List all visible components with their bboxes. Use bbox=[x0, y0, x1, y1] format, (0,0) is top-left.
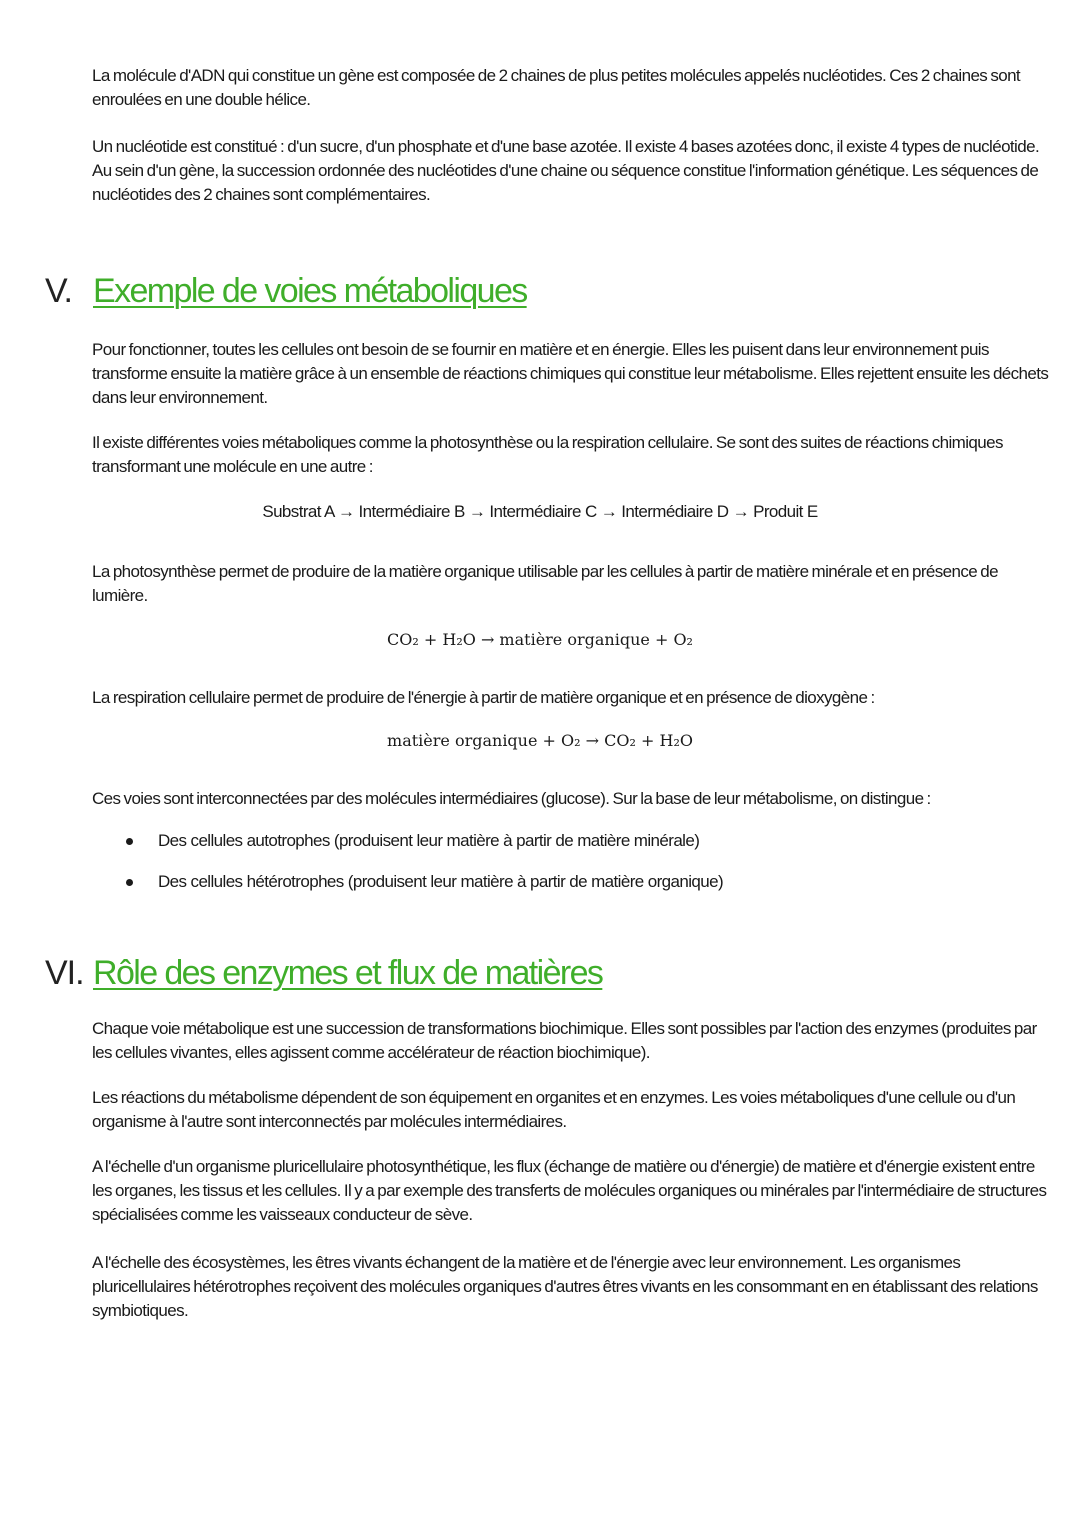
section-5-paragraph-5: Ces voies sont interconnectées par des molécules intermédiaires (glucose). Sur la base de leur métabolisme, on distingue : bbox=[92, 789, 931, 808]
bullet-icon bbox=[126, 838, 133, 845]
section-6-title: Rôle des enzymes et flux de matières bbox=[93, 954, 603, 992]
section-5-heading bbox=[45, 272, 527, 311]
respiration-equation: matière organique + O₂ → CO₂ + H₂O bbox=[387, 731, 693, 750]
section-6-paragraph-4: A l'échelle des écosystèmes, les êtres vivants échangent de la matière et de l'énergie avec leur environnement. Les organismes pluricellulaires hétérotrophes reçoivent des molécules organiques d'autres êtres vivants en les consommant en en établissant des relations symbiotiques. bbox=[92, 1253, 1038, 1320]
list-item: Des cellules autotrophes (produisent leur matière à partir de matière minérale) bbox=[92, 829, 1052, 853]
section-6-heading bbox=[45, 954, 602, 993]
section-6-paragraph-3: A l'échelle d'un organisme pluricellulaire photosynthétique, les flux (échange de matière ou d'énergie) de matière et d'énergie existent entre les organes, les tissus et les cellules. Il y a par exemple des transferts de molécules organiques ou minérales par l'intermédiaire de structures spécialisées comme les vaisseaux conducteur de sève. bbox=[92, 1157, 1047, 1224]
intro-paragraph-2: Un nucléotide est constitué : d'un sucre, d'un phosphate et d'une base azotée. Il existe 4 bases azotées donc, il existe 4 types de nucléotide. Au sein d'un gène, la succession ordonnée des nucléotides d'une chaine ou séquence constitue l'information génétique. Les séquences de nucléotides des 2 chaines sont complémentaires. bbox=[92, 137, 1040, 204]
cell-types-list bbox=[92, 829, 1052, 911]
section-5-title: Exemple de voies métaboliques bbox=[93, 272, 527, 310]
section-5-paragraph-4: La respiration cellulaire permet de produire de l'énergie à partir de matière organique et en présence de dioxygène : bbox=[92, 688, 875, 707]
photosynthesis-equation: CO₂ + H₂O → matière organique + O₂ bbox=[387, 630, 693, 649]
section-6-paragraph-2: Les réactions du métabolisme dépendent de son équipement en organites et en enzymes. Les voies métaboliques d'une cellule ou d'un organisme à l'autre sont interconnectés par molécules intermédiaires. bbox=[92, 1088, 1016, 1131]
section-5-paragraph-1: Pour fonctionner, toutes les cellules ont besoin de se fournir en matière et en énergie. Elles les puisent dans leur environnement puis transforme ensuite la matière grâce à un ensemble de réactions chimiques qui constitue leur métabolisme. Elles rejettent ensuite les déchets dans leur environnement. bbox=[92, 340, 1049, 407]
list-item: Des cellules hétérotrophes (produisent leur matière à partir de matière organique) bbox=[92, 870, 1052, 894]
section-6-paragraph-1: Chaque voie métabolique est une succession de transformations biochimique. Elles sont possibles par l'action des enzymes (produites par les cellules vivantes, elles agissent comme accélérateur de réaction biochimique). bbox=[92, 1019, 1037, 1062]
section-5-paragraph-2: Il existe différentes voies métaboliques comme la photosynthèse ou la respiration cellulaire. Se sont des suites de réactions chimiques transformant une molécule en une autre : bbox=[92, 433, 1003, 476]
intro-paragraph-1: La molécule d'ADN qui constitue un gène est composée de 2 chaines de plus petites molécules appelés nucléotides. Ces 2 chaines sont enroulées en une double hélice. bbox=[92, 66, 1021, 109]
section-6-number: VI. bbox=[45, 954, 84, 992]
section-5-paragraph-3: La photosynthèse permet de produire de la matière organique utilisable par les cellules à partir de matière minérale et en présence de lumière. bbox=[92, 562, 998, 605]
section-5-number: V. bbox=[45, 272, 73, 310]
metabolic-chain: Substrat A → Intermédiaire B → Intermédiaire C → Intermédiaire D → Produit E bbox=[262, 502, 818, 521]
bullet-icon bbox=[126, 879, 133, 886]
